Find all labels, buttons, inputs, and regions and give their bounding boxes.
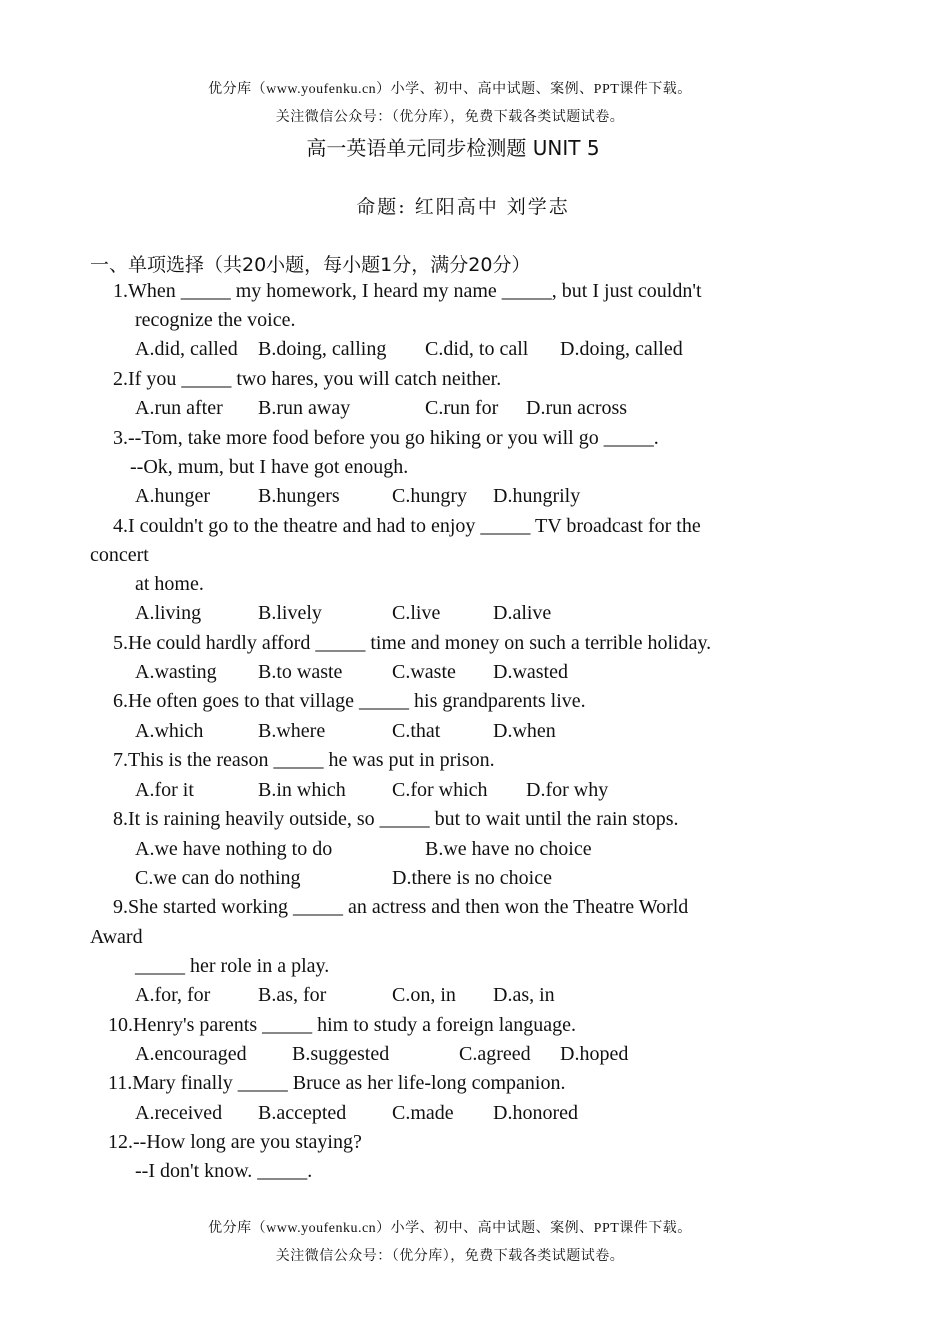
question-10-option-a: A.encouraged [135,1043,247,1065]
header-line-1: 优分库（www.youfenku.cn）小学、初中、高中试题、案例、PPT课件下载。 [208,82,692,97]
question-5-line-1: 5.He could hardly afford _____ time and money on such a terrible holiday. [113,632,712,654]
question-9-line-1: 9.She started working _____ an actress and then won the Theatre World [113,896,689,918]
question-1-option-a: A.did, called [135,338,238,360]
question-5-option-b: B.to waste [258,661,343,683]
question-7-line-1: 7.This is the reason _____ he was put in prison. [113,749,495,771]
question-10-option-c: C.agreed [459,1043,531,1065]
question-5-option-a: A.wasting [135,661,217,683]
footer-line-1: 优分库（www.youfenku.cn）小学、初中、高中试题、案例、PPT课件下载。 [208,1221,692,1236]
question-9-option-c: C.on, in [392,984,456,1006]
footer-line-2: 关注微信公众号：（优分库），免费下载各类试题试卷。 [275,1249,625,1264]
question-10-line-1: 10.Henry's parents _____ him to study a foreign language. [108,1014,576,1036]
question-12-line-2: --I don't know. _____. [135,1160,313,1182]
question-7-option-c: C.for which [392,779,488,801]
question-2-option-d: D.run across [526,397,628,419]
question-11-option-d: D.honored [493,1102,578,1124]
question-1-option-b: B.doing, calling [258,338,387,360]
question-10-option-b: B.suggested [292,1043,390,1065]
question-1-line-1: 1.When _____ my homework, I heard my name _____, but I just couldn't [113,280,702,302]
question-4-option-a: A.living [135,602,202,624]
question-4-line-3: at home. [135,573,204,595]
question-5-option-d: D.wasted [493,661,568,683]
question-11-option-c: C.made [392,1102,454,1124]
question-8-option-b: B.we have no choice [425,838,592,860]
question-4-option-b: B.lively [258,602,322,624]
page-title: 高一英语单元同步检测题 UNIT 5 [306,136,600,160]
question-9-option-a: A.for, for [135,984,211,1006]
question-4-option-d: D.alive [493,602,552,624]
question-4-line-1: 4.I couldn't go to the theatre and had to enjoy _____ TV broadcast for the [113,515,701,537]
question-11-option-b: B.accepted [258,1102,347,1124]
question-1-line-2: recognize the voice. [135,309,296,331]
question-3-line-1: 3.--Tom, take more food before you go hiking or you will go _____. [113,427,659,449]
question-2-option-b: B.run away [258,397,351,419]
question-3-option-d: D.hungrily [493,485,581,507]
question-3-option-c: C.hungry [392,485,467,507]
question-9-line-3: _____ her role in a play. [135,955,330,977]
question-11-option-a: A.received [135,1102,223,1124]
question-1-option-d: D.doing, called [560,338,683,360]
question-8-option-d: D.there is no choice [392,867,552,889]
question-11-line-1: 11.Mary finally _____ Bruce as her life-long companion. [108,1072,566,1094]
question-9-line-2: Award [90,926,143,948]
question-3-line-2: --Ok, mum, but I have got enough. [130,456,409,478]
header-line-2: 关注微信公众号：（优分库），免费下载各类试题试卷。 [275,110,625,125]
question-7-option-d: D.for why [526,779,609,801]
question-8-line-1: 8.It is raining heavily outside, so _____ but to wait until the rain stops. [113,808,679,830]
question-7-option-b: B.in which [258,779,346,801]
question-2-option-a: A.run after [135,397,223,419]
question-9-option-b: B.as, for [258,984,327,1006]
question-6-option-b: B.where [258,720,326,742]
question-8-option-a: A.we have nothing to do [135,838,333,860]
question-3-option-b: B.hungers [258,485,340,507]
question-6-option-d: D.when [493,720,556,742]
section-title: 一、单项选择（共20小题，每小题1分，满分20分） [90,254,531,276]
question-12-line-1: 12.--How long are you staying? [108,1131,362,1153]
question-9-option-d: D.as, in [493,984,555,1006]
author-line: 命题: 红阳高中 刘学志 [356,196,570,218]
question-3-option-a: A.hunger [135,485,210,507]
question-2-option-c: C.run for [425,397,499,419]
question-7-option-a: A.for it [135,779,194,801]
question-2-line-1: 2.If you _____ two hares, you will catch neither. [113,368,502,390]
question-10-option-d: D.hoped [560,1043,629,1065]
question-5-option-c: C.waste [392,661,456,683]
question-4-line-2: concert [90,544,149,566]
question-6-option-a: A.which [135,720,204,742]
question-4-option-c: C.live [392,602,441,624]
question-1-option-c: C.did, to call [425,338,529,360]
question-6-option-c: C.that [392,720,441,742]
question-6-line-1: 6.He often goes to that village _____ his grandparents live. [113,690,586,712]
question-8-option-c: C.we can do nothing [135,867,301,889]
